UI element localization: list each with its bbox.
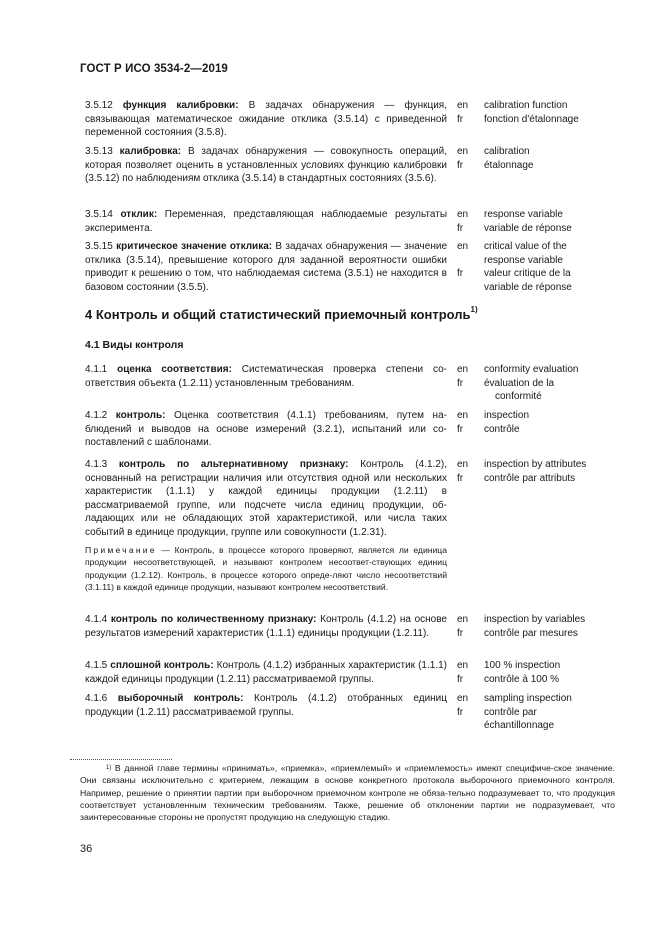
footnote-separator	[70, 759, 172, 760]
foreign-terms: inspection contrôle	[484, 410, 530, 435]
entry-term: контроль по альтернативному признаку:	[118, 459, 349, 470]
entry-definition: 4.1.5 сплошной контроль: Контроль (4.1.2) избранных характеристик (1.1.1) каждой единицы продукции (1.2.11) рассматриваемой группы.	[85, 660, 447, 685]
footnote: $^{1)}$ В данной главе термины «принимать», «приемка», «приемлемый» и «приемлемость» имеют специфиче-ское значение. Они связаны исключительно с критерием, лежащим в основе конкретного протокола выборочного приемочного контроля. Например, решение о принятии партии при выборочном приемочном контроле не обяза-тельно подразумевает то, что продукция соответствует установленным техническим требованиям. Также, решение об отклонении партии не подразумевает, что заинтересованные стороны не пропустят продукцию на следующую стадию.	[80, 763, 615, 823]
entry-definition: 3.5.15 критическое значение отклика: В задачах обнаружения — значение отклика (3.5.14), превышение которого для заданной вероятности ошибки приводит к решению о том, что наблюдаемая система (3.5.1) не находится в базовом состоянии (3.5.5).	[85, 241, 448, 293]
entry-term: контроль:	[115, 410, 166, 421]
section-4-heading: 4 Контроль и общий статистический приемочный контроль$^{1)}$	[85, 305, 478, 322]
foreign-terms: inspection by attributes contrôle par attributs	[484, 459, 587, 484]
section-4-1-heading: 4.1 Виды контроля	[85, 339, 184, 351]
standard-header: ГОСТ Р ИСО 3534-2—2019	[80, 63, 228, 75]
note: Примечание — Контроль, в процессе которого проверяют, является ли единица продукции несоответствующей, и называют контролем несоответ-ствующих единиц продукции (1.2.12). Контроль, в процессе которого опреде-ляют число несоответствий (3.1.11) в каждой единице продукции, называют контролем несоответствий.	[85, 545, 447, 593]
lang-codes: en fr	[457, 146, 469, 171]
lang-codes: en fr	[457, 364, 469, 389]
lang-codes: en fr	[457, 660, 469, 685]
page-number: 36	[80, 843, 93, 855]
foreign-terms: inspection by variables contrôle par mesures	[484, 614, 586, 639]
entry-term: калибровка:	[119, 146, 182, 157]
lang-codes: en fr	[457, 410, 469, 435]
entry-term: сплошной контроль:	[110, 660, 214, 671]
entry-definition: 4.1.4 контроль по количественному признаку: Контроль (4.1.2) на основе результатов измерений характеристик (1.1.1) единицы продукции (1.2.11).	[85, 614, 447, 639]
entry-definition: 3.5.13 калибровка: В задачах обнаружения — совокупность операций, которая позволяет оценить в установленных условиях функцию калибровки (3.5.12) по наблюдениям отклика (3.5.14) в стандартных состояниях (3.5.6).	[85, 146, 447, 185]
foreign-terms: 100 % inspection contrôle à 100 %	[484, 660, 561, 685]
foreign-terms: calibration function fonction d'étalonnage	[484, 100, 579, 125]
foreign-terms: critical value of the response variable valeur critique de la variable de réponse	[484, 241, 572, 293]
entry-definition: 3.5.14 отклик: Переменная, представляющая наблюдаемые результаты эксперимента.	[85, 209, 448, 234]
entry-definition: 3.5.12 функция калибровки: В задачах обнаружения — функция, связывающая математическое ожидание отклика (3.5.14) с приведенной переменной состояния (3.5.8).	[85, 100, 447, 139]
lang-codes: en fr	[457, 614, 469, 639]
lang-codes: en fr	[457, 459, 469, 484]
lang-codes: en fr	[457, 693, 469, 718]
entry-definition: 4.1.1 оценка соответствия: Систематическая проверка степени соответствия объекта (1.2.11) установленным требованиям.	[85, 364, 447, 389]
lang-codes: en fr	[457, 100, 469, 125]
entry-definition: 4.1.6 выборочный контроль: Контроль (4.1.2) отобранных единиц продукции (1.2.11) рассматриваемой группы.	[85, 693, 447, 718]
foreign-terms: conformity evaluation évaluation de la conformité	[484, 364, 579, 403]
entry-term: выборочный контроль:	[117, 693, 244, 704]
entry-term: функция калибровки:	[122, 100, 239, 111]
foreign-terms: response variable variable de réponse	[484, 209, 572, 234]
entry-term: оценка соответствия:	[117, 364, 232, 375]
entry-definition: 4.1.3 контроль по альтернативному признаку: Контроль (4.1.2), основанный на регистрации наличия или отсутствия одной или нескольких характеристик (1.1.1) у каждой единицы продукции (1.2.11) в рассматриваемой группе, или подсчете числа единиц продукции, обладающих или не обладающих этой характеристикой, или числа таких событий в единице продукции, группе или совокупности (1.2.31).	[85, 459, 447, 538]
entry-term: контроль по количественному признаку:	[110, 614, 317, 625]
entry-definition: 4.1.2 контроль: Оценка соответствия (4.1.1) требованиям, путем наблюдений и выводов на основе измерений (3.2.1), испытаний или сопоставлений с шаблонами.	[85, 410, 447, 449]
lang-codes: en fr	[457, 209, 469, 234]
lang-codes: en fr	[457, 241, 469, 280]
note-label: Примечание	[85, 545, 157, 555]
entry-term: критическое значение отклика:	[116, 241, 273, 252]
foreign-terms: calibration étalonnage	[484, 146, 534, 171]
entry-term: отклик:	[120, 209, 158, 220]
foreign-terms: sampling inspection contrôle par échantillonnage	[484, 693, 572, 732]
